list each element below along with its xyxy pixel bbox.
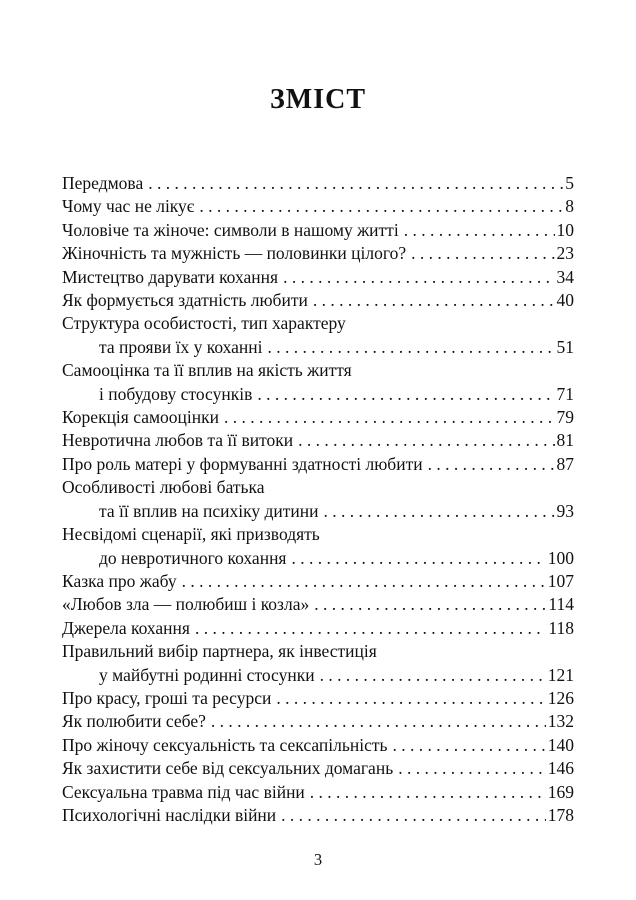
toc-entry: [62, 617, 574, 640]
toc-entry: [62, 383, 574, 406]
toc-entry-page: 107: [547, 570, 574, 591]
toc-entry-page: 118: [548, 617, 574, 638]
toc-entry-page: 169: [547, 781, 574, 802]
toc-entry-title: Джерела кохання: [62, 617, 190, 638]
toc-dot-leader: [268, 336, 555, 359]
toc-entry: [62, 804, 574, 827]
toc-entry-page: 71: [556, 383, 574, 404]
toc-entry: [62, 195, 574, 218]
toc-entry-page: 93: [556, 500, 574, 521]
toc-entry: [62, 640, 574, 663]
toc-entry-page: 100: [547, 547, 574, 568]
toc-entry-title: Правильний вибір партнера, як інвестиція: [62, 641, 377, 662]
toc-dot-leader: [411, 242, 554, 265]
toc-entry: [62, 289, 574, 312]
toc-entry-page: 114: [548, 594, 574, 615]
toc-entry-page: 81: [556, 430, 574, 451]
toc-dot-leader: [314, 593, 546, 616]
toc-dot-leader: [276, 687, 545, 710]
toc-entry-title: Про красу, гроші та ресурси: [62, 687, 272, 708]
toc-entry-title: та прояви їх у коханні: [99, 336, 263, 357]
toc-entry: [62, 406, 574, 429]
toc-entry: [62, 757, 574, 780]
toc-entry-page: 40: [556, 290, 574, 311]
toc-entry: [62, 547, 574, 570]
toc-entry-title: Про роль матері у формуванні здатності любити: [62, 453, 423, 474]
toc-dot-leader: [323, 500, 554, 523]
toc-entry: [62, 219, 574, 242]
toc-entry-title: у майбутні родинні стосунки: [99, 664, 315, 685]
toc-entry-title: Самооцінка та її вплив на якість життя: [62, 360, 352, 381]
toc-dot-leader: [195, 617, 546, 640]
toc-entry-title: і побудову стосунків: [99, 383, 253, 404]
toc-dot-leader: [398, 757, 546, 780]
page-title: ЗМІСТ: [270, 84, 366, 115]
toc-entry-page: 121: [547, 664, 574, 685]
toc-entry-title: та її вплив на психіку дитини: [99, 500, 319, 521]
toc-entry: [62, 172, 574, 195]
toc-entry: [62, 523, 574, 546]
toc-entry-page: 34: [556, 266, 574, 287]
toc-entry-title: Казка про жабу: [62, 570, 177, 591]
toc-entry: [62, 336, 574, 359]
toc-dot-leader: [298, 429, 554, 452]
toc-dot-leader: [404, 219, 555, 242]
toc-dot-leader: [428, 453, 555, 476]
toc-entry-title: Сексуальна травма під час війни: [62, 781, 305, 802]
toc-entry: [62, 710, 574, 733]
toc-entry-title: Передмова: [62, 173, 144, 193]
toc-dot-leader: [182, 570, 546, 593]
toc-entry: [62, 593, 574, 616]
toc-entry: [62, 664, 574, 687]
toc-entry-title: Чоловіче та жіноче: символи в нашому житті: [62, 219, 399, 240]
toc-entry-page: 5: [565, 173, 574, 193]
toc-entry-title: до невротичного кохання: [99, 547, 287, 568]
toc-entry-page: 51: [556, 336, 574, 357]
toc-dot-leader: [283, 266, 554, 289]
toc-entry-page: 8: [565, 196, 574, 217]
toc-entry-title: Як захистити себе від сексуальних домагань: [62, 758, 394, 779]
toc-entry: [62, 781, 574, 804]
toc-dot-leader: [320, 664, 546, 687]
toc-dot-leader: [257, 383, 554, 406]
toc-entry-page: 146: [547, 758, 574, 779]
toc-dot-leader: [310, 781, 546, 804]
toc-list: [62, 172, 574, 827]
toc-dot-leader: [148, 172, 563, 195]
toc-entry: [62, 734, 574, 757]
toc-entry: [62, 266, 574, 289]
toc-entry-page: 87: [556, 453, 574, 474]
toc-entry: [62, 312, 574, 335]
toc-entry-title: Як формується здатність любити: [62, 290, 308, 311]
toc-dot-leader: [313, 289, 555, 312]
toc-entry-title: «Любов зла — полюбиш і козла»: [62, 594, 310, 615]
toc-entry-page: 132: [547, 711, 574, 732]
toc-dot-leader: [291, 547, 545, 570]
toc-entry-page: 126: [547, 687, 574, 708]
toc-entry-title: Невротична любов та її витоки: [62, 430, 294, 451]
toc-entry-title: Особливості любові батька: [62, 477, 265, 498]
toc-entry: [62, 500, 574, 523]
toc-entry: [62, 687, 574, 710]
toc-entry-title: Корекція самооцінки: [62, 407, 220, 428]
toc-dot-leader: [211, 710, 546, 733]
toc-entry: [62, 453, 574, 476]
toc-entry-page: 178: [547, 804, 574, 825]
toc-entry-page: 10: [556, 219, 574, 240]
toc-entry: [62, 570, 574, 593]
toc-entry: [62, 476, 574, 499]
page-number: 3: [313, 850, 323, 869]
toc-entry-page: 23: [556, 243, 574, 264]
toc-entry-title: Структура особистості, тип характеру: [62, 313, 346, 334]
toc-entry-page: 79: [556, 407, 574, 428]
toc-entry: [62, 242, 574, 265]
toc-entry-title: Мистецтво дарувати кохання: [62, 266, 279, 287]
toc-dot-leader: [224, 406, 554, 429]
toc-entry-title: Чому час не лікує: [62, 196, 195, 217]
toc-entry-title: Психологічні наслідки війни: [62, 804, 277, 825]
toc-entry: [62, 359, 574, 382]
toc-dot-leader: [281, 804, 546, 827]
toc-entry: [62, 429, 574, 452]
toc-dot-leader: [392, 734, 545, 757]
toc-dot-leader: [199, 195, 563, 218]
toc-entry-title: Про жіночу сексуальність та сексапільність: [62, 734, 388, 755]
toc-entry-page: 140: [547, 734, 574, 755]
toc-entry-title: Як полюбити себе?: [62, 711, 206, 732]
toc-entry-title: Несвідомі сценарії, які призводять: [62, 524, 320, 545]
toc-entry-title: Жіночність та мужність — половинки цілого?: [62, 243, 407, 264]
